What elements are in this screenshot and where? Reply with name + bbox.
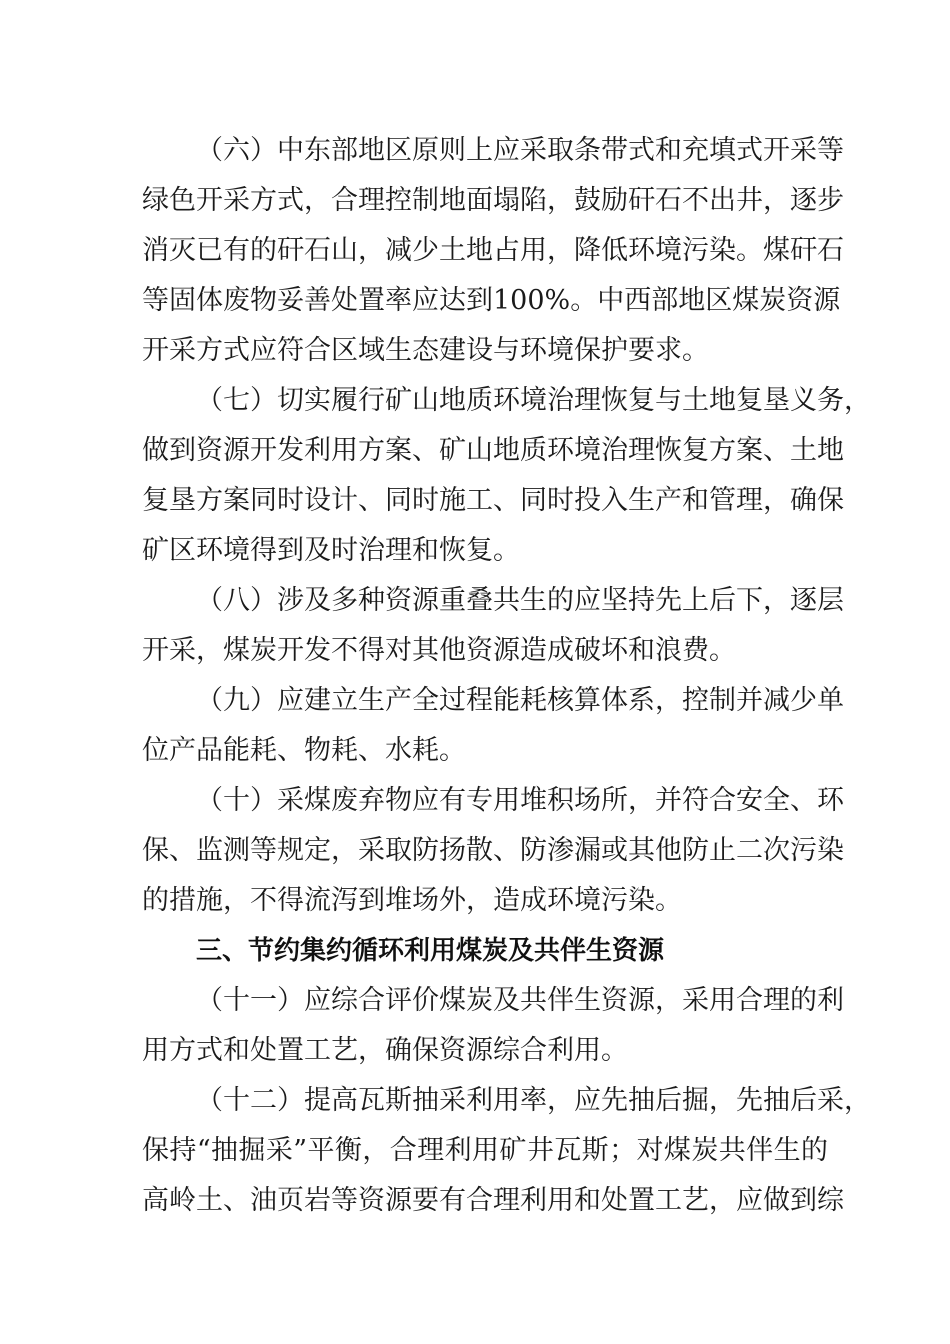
paragraph-line: 绿色开采方式，合理控制地面塌陷，鼓励矸石不出井，逐步 [142, 185, 844, 216]
paragraph-line: 复垦方案同时设计、同时施工、同时投入生产和管理，确保 [142, 485, 844, 516]
paragraph-8 [142, 576, 844, 676]
section-heading: 三、节约集约循环利用煤炭及共伴生资源 [196, 936, 665, 966]
paragraph-line: 保、监测等规定，采取防扬散、防渗漏或其他防止二次污染 [142, 835, 844, 866]
paragraph-11 [142, 976, 844, 1076]
paragraph-line: （十）采煤废弃物应有专用堆积场所，并符合安全、环 [196, 785, 844, 816]
paragraph-line: 开采，煤炭开发不得对其他资源造成破坏和浪费。 [142, 635, 736, 666]
paragraph-line: 位产品能耗、物耗、水耗。 [142, 735, 466, 766]
paragraph-10 [142, 776, 844, 926]
paragraph-line: 等固体废物妥善处置率应达到100%。中西部地区煤炭资源 [142, 285, 841, 316]
paragraph-line: （七）切实履行矿山地质环境治理恢复与土地复垦义务， [196, 385, 871, 416]
paragraph-line: 保持“抽掘采”平衡，合理利用矿井瓦斯；对煤炭共伴生的 [142, 1135, 828, 1166]
document-body [142, 126, 871, 1226]
paragraph-line: （八）涉及多种资源重叠共生的应坚持先上后下，逐层 [196, 585, 844, 616]
paragraph-6 [142, 126, 844, 376]
paragraph-line: 矿区环境得到及时治理和恢复。 [142, 535, 520, 566]
paragraph-line: 高岭土、油页岩等资源要有合理利用和处置工艺，应做到综 [142, 1185, 844, 1216]
paragraph-line: 的措施，不得流泻到堆场外，造成环境污染。 [142, 885, 682, 916]
paragraph-line: 做到资源开发利用方案、矿山地质环境治理恢复方案、土地 [142, 435, 844, 466]
paragraph-line: （六）中东部地区原则上应采取条带式和充填式开采等 [196, 135, 844, 166]
paragraph-line: （十一）应综合评价煤炭及共伴生资源，采用合理的利 [196, 985, 844, 1016]
paragraph-7 [142, 376, 871, 576]
paragraph-line: 用方式和处置工艺，确保资源综合利用。 [142, 1035, 628, 1066]
paragraph-12 [142, 1076, 871, 1226]
paragraph-line: （九）应建立生产全过程能耗核算体系，控制并减少单 [196, 685, 844, 716]
paragraph-line: （十二）提高瓦斯抽采利用率，应先抽后掘，先抽后采， [196, 1085, 871, 1116]
paragraph-line: 开采方式应符合区域生态建设与环境保护要求。 [142, 335, 709, 366]
paragraph-9 [142, 676, 844, 776]
paragraph-line: 消灭已有的矸石山，减少土地占用，降低环境污染。煤矸石 [142, 235, 844, 266]
